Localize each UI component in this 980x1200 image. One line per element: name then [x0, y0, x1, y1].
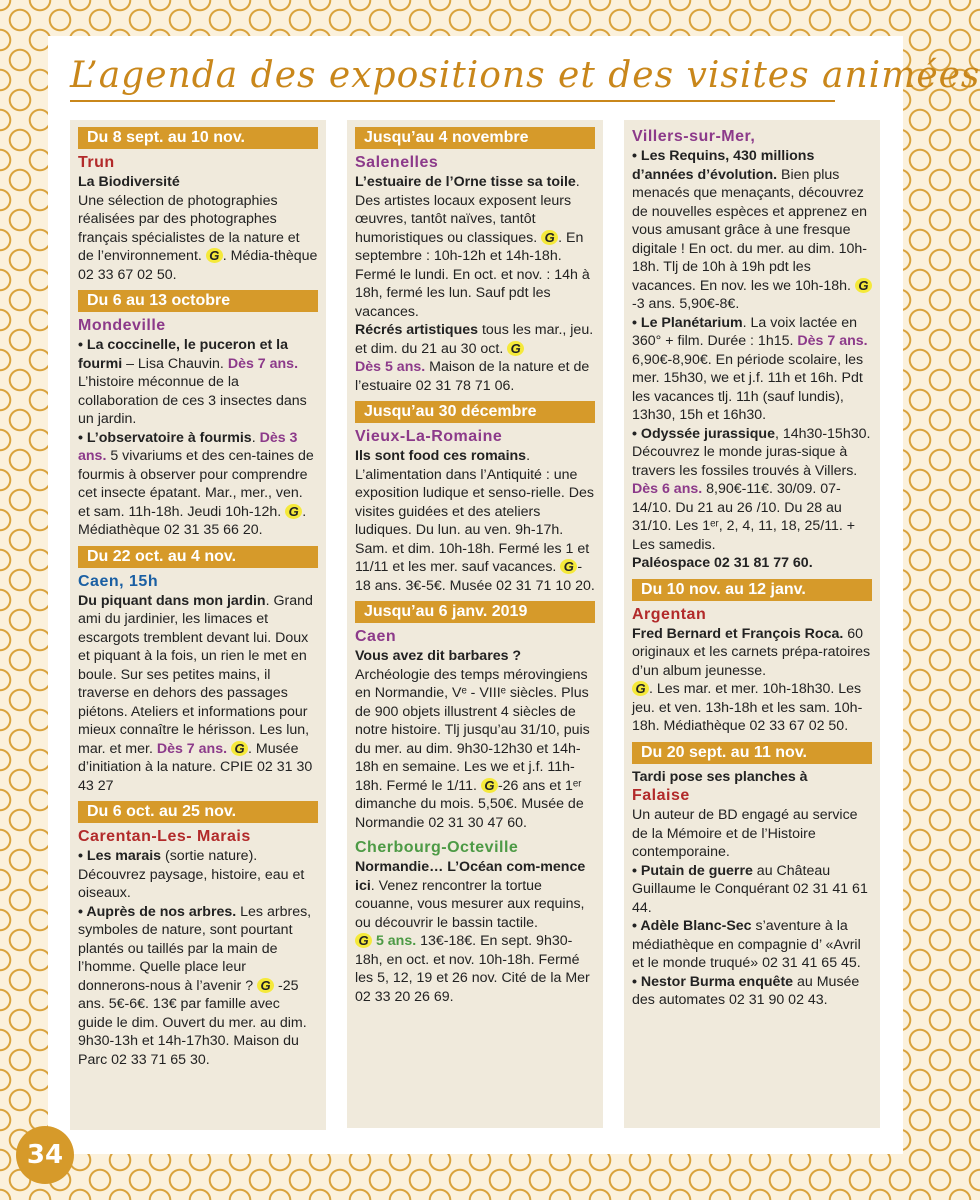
separator: . [251, 429, 260, 446]
date-band: Jusqu’au 6 janv. 2019 [355, 601, 595, 623]
event-title: Vous avez dit barbares ? [355, 648, 522, 664]
city-heading: Vieux-La-Romaine [355, 428, 503, 445]
event-entry [355, 858, 595, 1006]
event-title: Tardi pose ses planches à [632, 768, 808, 785]
event-text: . L’alimentation dans l’Antiquité : une exposition ludique et senso-rielle. Des visites guidées et des ateliers ludiques. Du lun. au ven. 9h-17h. Sam. et dim. 10h-18h. Fermé les 1 et 11/11 et les mer. sauf vacances. [355, 448, 594, 575]
date-band: Du 20 sept. au 11 nov. [632, 742, 872, 764]
event-entry [78, 903, 318, 1070]
date-band: Du 6 oct. au 25 nov. [78, 801, 318, 823]
event-author: – Lisa Chauvin. [122, 355, 228, 372]
city-heading: Argentan [632, 605, 707, 623]
event-entry [632, 147, 872, 314]
free-badge-icon: G [206, 248, 223, 263]
event-text: s’aventure à la médiathèque en compagnie d’ «Avril et le monde truqué» 02 31 41 65 45. [632, 918, 861, 971]
event-entry [355, 321, 595, 395]
event-title: L’estuaire de l’Orne tisse sa toile [355, 174, 576, 190]
date-band: Du 8 sept. au 10 nov. [78, 127, 318, 149]
event-text: tous les mar., jeu. et dim. du 21 au 30 oct. [355, 322, 594, 357]
event-title: • L’observatoire à fourmis [78, 429, 252, 446]
event-entry [632, 425, 872, 573]
event-text: (sortie nature). Découvrez paysage, histoire, eau et oiseaux. [78, 848, 305, 901]
event-title: • Les Requins, 430 millions d’années d’évolution. [632, 148, 815, 183]
event-text: Un auteur de BD engagé au service de la Mémoire et de l’Histoire contemporaine. [632, 807, 858, 860]
event-text: L’histoire méconnue de la collaboration de ces 3 insectes dans un jardin. [78, 374, 307, 427]
event-entry [355, 173, 595, 321]
agenda-column-2 [347, 120, 603, 1128]
event-title: • Le Planétarium [632, 314, 743, 331]
event-text: au Musée des automates 02 31 90 02 43. [632, 973, 860, 1008]
free-badge-icon: G [560, 559, 577, 574]
event-text: au Château Guillaume le Conquérant 02 31 41 61 44. [632, 862, 868, 916]
event-title: • Adèle Blanc-Sec [632, 918, 752, 934]
city-heading: Mondeville [78, 317, 166, 334]
event-title: • Odyssée jurassique [632, 425, 775, 442]
city-heading: Caen [355, 628, 397, 645]
event-text: . Venez rencontrer la tortue couanne, vous mesurer aux requins, ou découvrir le bassin tactile. [355, 877, 585, 931]
agenda-column-1 [70, 120, 326, 1130]
page-title: L’agenda des expositions et des visites animées [70, 55, 980, 96]
city-heading: Caen, 15h [78, 572, 159, 590]
event-text: , 14h30-15h30. Découvrez le monde juras-sique à travers les fossiles trouvés à Villers. [632, 425, 871, 479]
event-text: 8,90€-11€. 30/09. 07-14/10. Du 21 au 26 /10. Du 28 au 31/10. Les 1ᵉʳ, 2, 4, 11, 18, 25/11. + Les samedis. [632, 481, 856, 553]
event-text: 13€-18€. En sept. 9h30-18h, en oct. et nov. 10h-18h. Fermé les 5, 12, 19 et 26 nov. Cité de la Mer 02 33 20 26 69. [355, 933, 590, 1005]
event-text: . En septembre : 10h-12h et 14h-18h. Fermé le lundi. En oct. et nov. : 14h à 18h, fermé les lun. Sauf pdt les vacances. [355, 229, 590, 320]
event-entry [78, 592, 318, 796]
date-band: Du 10 nov. au 12 janv. [632, 579, 872, 601]
event-text: Bien plus menacés que menaçants, découvrez de nouvelles espèces et apprenez en vous amusant grâce à une fresque digitale ! En oct. du mer. au dim. 10h-18h. Tlj de 10h à 19h pdt les vacances. En nov. les we 10h-18h. [632, 166, 868, 294]
event-entry [632, 862, 872, 918]
age-label: Dès 3 ans. [78, 429, 298, 464]
event-text: - 18 ans. 3€-5€. Musée 02 31 71 10 20. [355, 559, 595, 594]
city-heading: Salenelles [355, 154, 439, 171]
date-band: Jusqu’au 4 novembre [355, 127, 595, 149]
free-badge-icon: G [855, 278, 872, 293]
event-text: Une sélection de photographies réalisées par des photographes français spécialistes de la nature et de l’environnement. [78, 192, 300, 264]
event-entry [78, 429, 318, 540]
date-band: Du 6 au 13 octobre [78, 290, 318, 312]
event-text: . Les mar. et mer. 10h-18h30. Les jeu. et ven. 13h-18h et les sam. 10h-18h. Médiathèque 02 33 67 02 50. [632, 681, 863, 734]
age-label: 5 ans. [372, 933, 417, 949]
age-label: Dès 6 ans. [632, 481, 703, 497]
event-text: -25 ans. 5€-6€. 13€ par famille avec guide le dim. Ouvert du mer. au dim. 9h30-13h et 14h-17h30. Maison du Parc 02 33 71 65 30. [78, 977, 307, 1068]
event-text: . Des artistes locaux exposent leurs œuvres, tantôt naïves, tantôt humoristiques ou classiques. [355, 174, 580, 246]
event-text: . Grand ami du jardinier, les limaces et escargots tremblent devant lui. Doux et piquant à la fois, un rien le met en boule. Sur ses petites mains, il traverse en dehors des passages piétons. Ateliers et informations pour mieux connaître le hérisson. Les lun, mar. et mer. [78, 592, 313, 757]
free-badge-icon: G [541, 230, 558, 245]
contact-line: Paléospace 02 31 81 77 60. [632, 555, 813, 571]
event-title: • Les marais [78, 848, 162, 864]
event-entry [632, 625, 872, 736]
free-badge-icon: G [632, 681, 649, 696]
event-entry [355, 447, 595, 595]
event-text: -26 ans et 1ᵉʳ dimanche du mois. 5,50€. Musée de Normandie 02 31 30 47 60. [355, 777, 584, 831]
event-entry [78, 336, 318, 429]
event-text: . Médiathèque 02 31 35 66 20. [78, 503, 307, 538]
title-underline [70, 100, 835, 102]
event-title: • Auprès de nos arbres. [78, 903, 237, 920]
free-badge-icon: G [231, 741, 248, 756]
city-heading: Carentan-Les- Marais [78, 828, 251, 845]
age-label: Dès 5 ans. [355, 359, 426, 375]
event-title: • Putain de guerre [632, 862, 753, 879]
event-entry [632, 917, 872, 973]
city-heading: Falaise [632, 787, 690, 804]
free-badge-icon: G [481, 778, 498, 793]
city-heading: Cherbourg-Octeville [355, 839, 519, 856]
page-number: 34 [16, 1126, 74, 1184]
event-text: . Musée d’initiation à la nature. CPIE 02 31 30 43 27 [78, 740, 313, 794]
age-label: Dès 7 ans. [227, 355, 299, 372]
free-badge-icon: G [285, 504, 302, 519]
event-title: Fred Bernard et François Roca. [632, 625, 844, 642]
event-title: Normandie… L’Océan com-mence ici [355, 859, 586, 894]
event-text: Les arbres, symboles de nature, sont pourtant plantés ou taillés par la main de l’homme. Quelle place leur donnerons-nous à l’avenir ? [78, 903, 312, 994]
event-entry [632, 768, 872, 787]
event-entry [632, 806, 872, 862]
event-text: 6,90€-8,90€. En période scolaire, les mer. 15h30, we et j.f. 11h et 16h. Pdt les vacances tlj. 11h (sauf lundis), 13h30, 15h et 16h30. [632, 351, 864, 423]
event-title: • La coccinelle, le puceron et la fourmi [78, 337, 288, 372]
date-band: Jusqu’au 30 décembre [355, 401, 595, 423]
event-text: -3 ans. 5,90€-8€. [632, 296, 740, 312]
event-entry [78, 847, 318, 903]
event-entry [632, 314, 872, 425]
event-text: Maison de la nature et de l’estuaire 02 31 78 71 06. [355, 359, 590, 394]
event-text: Archéologie des temps mérovingiens en Normandie, Vᵉ - VIIIᵉ siècles. Plus de 900 objets illustrent 4 siècles de notre histoire. Tlj jusqu’au 31/10, puis du mer. au dim. 9h30-12h30 et 14h-18h en semaine. Les we et j.f. 11h-18h. Fermé le 1/11. [355, 666, 590, 794]
city-heading: Villers-sur-Mer, [632, 128, 756, 145]
event-text: 60 originaux et les carnets prépa-ratoires d’un album jeunesse. [632, 625, 871, 679]
city-heading: Trun [78, 154, 115, 171]
event-title: Ils sont food ces romains [355, 448, 527, 464]
event-entry [632, 973, 872, 1010]
event-title: Du piquant dans mon jardin [78, 592, 266, 609]
event-title: Récrés artistiques [355, 322, 479, 338]
free-badge-icon: G [355, 933, 372, 948]
age-label: Dès 7 ans. [156, 740, 228, 757]
event-text: . La voix lactée en 360° + film. Durée : 1h15. [632, 314, 857, 349]
event-title: La Biodiversité [78, 174, 180, 190]
event-entry [355, 647, 595, 832]
free-badge-icon: G [257, 978, 274, 993]
event-text: . Média-thèque 02 33 67 02 50. [78, 248, 318, 283]
event-entry [78, 173, 318, 284]
date-band: Du 22 oct. au 4 nov. [78, 546, 318, 568]
event-text: 5 vivariums et des cen-taines de fourmis à observer pour comprendre cet insecte épatant. Mar., mer., ven. et sam. 11h-18h. Jeudi 10h-12h. [78, 448, 314, 520]
age-label: Dès 7 ans. [797, 333, 868, 349]
agenda-column-3 [624, 120, 880, 1128]
free-badge-icon: G [507, 341, 524, 356]
event-title: • Nestor Burma enquête [632, 973, 794, 990]
